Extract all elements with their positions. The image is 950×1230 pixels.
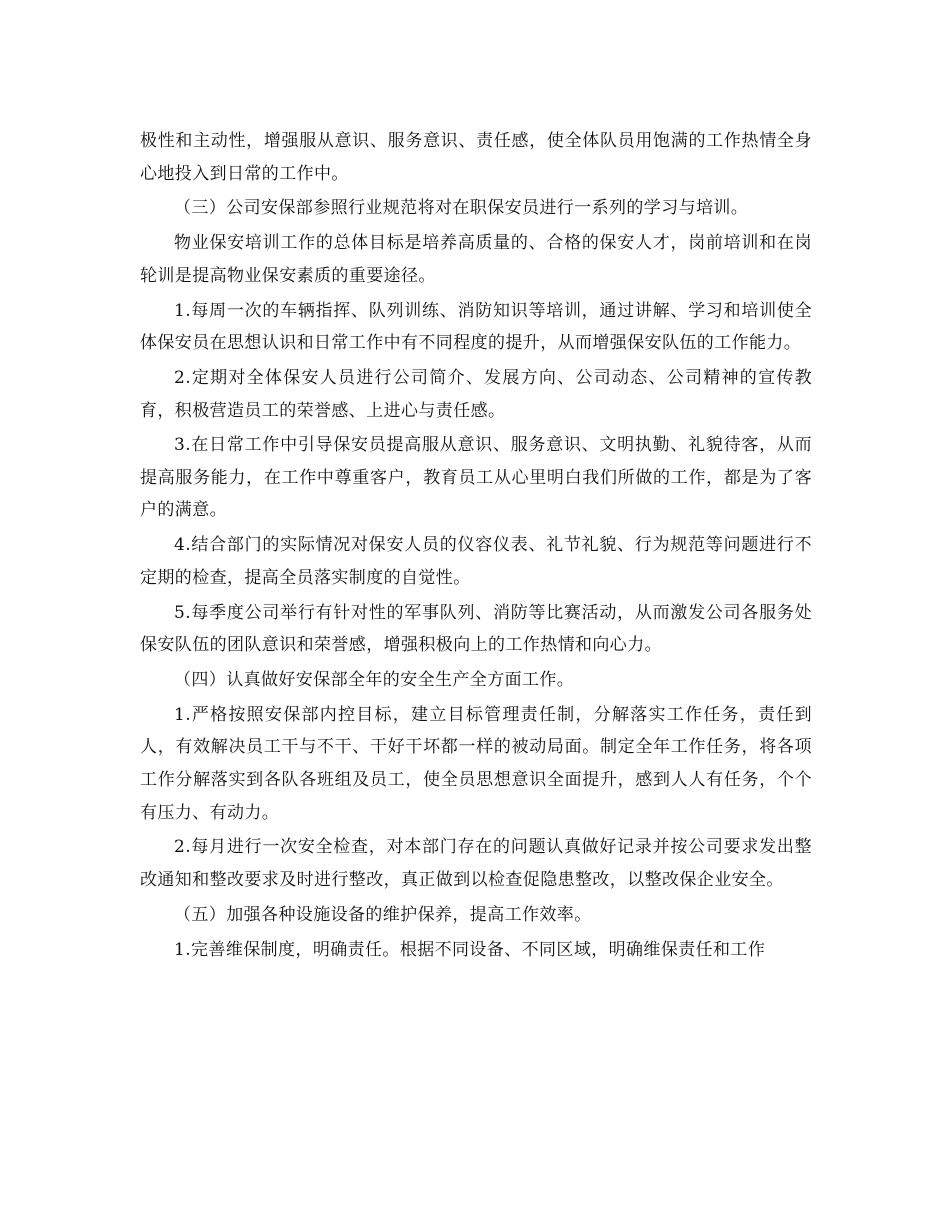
paragraph-4: 1.每周一次的车辆指挥、队列训练、消防知识等培训，通过讲解、学习和培训使全体保安员在思想认识和日常工作中有不同程度的提升，从而增强保安队伍的工作能力。	[140, 300, 812, 354]
paragraph-11: 2.每月进行一次安全检查，对本部门存在的问题认真做好记录并按公司要求发出整改通知和整改要求及时进行整改，真正做到以检查促隐患整改，以整改保企业安全。	[140, 837, 812, 890]
paragraph-1: 极性和主动性，增强服从意识、服务意识、责任感，使全体队员用饱满的工作热情全身心地投入到日常的工作中。	[140, 131, 812, 184]
paragraph-3: 物业保安培训工作的总体目标是培养高质量的、合格的保安人才，岗前培训和在岗轮训是提高物业保安素质的重要途径。	[140, 233, 812, 286]
document-body	[140, 125, 812, 968]
paragraph-8: 5.每季度公司举行有针对性的军事队列、消防等比赛活动，从而激发公司各服务处保安队伍的团队意识和荣誉感，增强积极向上的工作热情和向心力。	[140, 602, 812, 656]
paragraph-10: 1.严格按照安保部内控目标，建立目标管理责任制，分解落实工作任务，责任到人，有效解决员工干与不干、干好干坏都一样的被动局面。制定全年工作任务，将各项工作分解落实到各队各班组及员工，使全员思想意识全面提升，感到人人有任务，个个有压力、有动力。	[140, 704, 812, 823]
paragraph-7: 4.结合部门的实际情况对保安人员的仪容仪表、礼节礼貌、行为规范等问题进行不定期的检查，提高全员落实制度的自觉性。	[140, 535, 812, 588]
paragraph-13: 1.完善维保制度，明确责任。根据不同设备、不同区域，明确维保责任和工作	[174, 939, 766, 960]
paragraph-12: （五）加强各种设施设备的维护保养，提高工作效率。	[174, 904, 592, 925]
paragraph-6: 3.在日常工作中引导保安员提高服从意识、服务意识、文明执勤、礼貌待客，从而提高服务能力，在工作中尊重客户，教育员工从心里明白我们所做的工作，都是为了客户的满意。	[140, 435, 812, 521]
paragraph-9: （四）认真做好安保部全年的安全生产全方面工作。	[174, 670, 575, 690]
paragraph-2: （三）公司安保部参照行业规范将对在职保安员进行一系列的学习与培训。	[174, 198, 749, 219]
paragraph-5: 2.定期对全体保安人员进行公司简介、发展方向、公司动态、公司精神的宣传教育，积极营造员工的荣誉感、上进心与责任感。	[140, 367, 812, 421]
